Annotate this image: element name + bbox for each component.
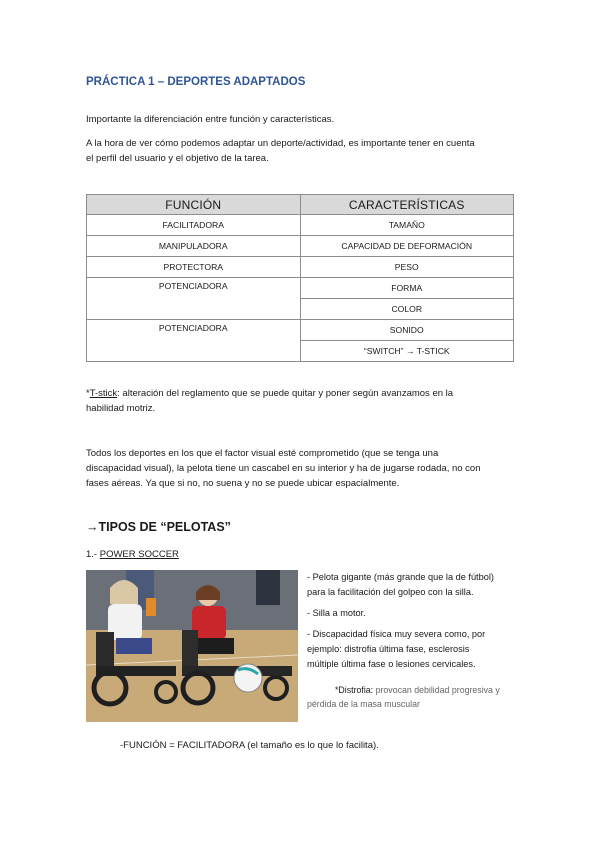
power-soccer-photo: [86, 570, 298, 722]
section-heading: →TIPOS DE “PELOTAS”: [86, 520, 231, 534]
footnote-line-2: habilidad motriz.: [86, 403, 156, 414]
header-caracteristicas: CARACTERÍSTICAS: [300, 195, 514, 215]
power-soccer-illustration: [86, 570, 298, 722]
bullet-line: ejemplo: distrofia última fase, esclerosis: [307, 644, 470, 654]
bullet-line: múltiple última fase o lesiones cervicales.: [307, 659, 476, 669]
cell-funcion: POTENCIADORA: [87, 320, 301, 362]
footnote-text: : alteración del reglamento que se puede quitar y poner según avanzamos en la: [117, 388, 454, 399]
visual-line-3: fases aéreas. Ya que si no, no suena y no se puede ubicar espacialmente.: [86, 478, 400, 489]
table-row: [87, 278, 514, 299]
intro-line-1: A la hora de ver cómo podemos adaptar un deporte/actividad, es importante tener en cuenta: [86, 138, 475, 149]
bullet-item: [307, 570, 517, 600]
cell-funcion: MANIPULADORA: [87, 236, 301, 257]
bullet-line: para la facilitación del golpeo con la silla.: [307, 587, 474, 597]
subsection-number: 1.-: [86, 549, 100, 560]
bullet-line: - Discapacidad física muy severa como, por: [307, 629, 486, 639]
bullet-item: [307, 606, 517, 621]
table-row: [87, 236, 514, 257]
table-row: [87, 320, 514, 341]
cell-funcion: POTENCIADORA: [87, 278, 301, 320]
footnote-term: T-stick: [89, 388, 118, 399]
document-title: PRÁCTICA 1 – DEPORTES ADAPTADOS: [86, 76, 306, 88]
table-row: [87, 257, 514, 278]
visual-line-2: discapacidad visual), la pelota tiene un cascabel en su interior y ha de jugarse rodada, no con: [86, 463, 481, 474]
bullet-line: - Silla a motor.: [307, 608, 366, 618]
intro-line-2: el perfil del usuario y el objetivo de la tarea.: [86, 153, 269, 164]
distrofia-definition: [307, 683, 517, 711]
bullet-line: - Pelota gigante (más grande que la de fútbol): [307, 572, 494, 582]
header-funcion: FUNCIÓN: [87, 195, 301, 215]
cell-funcion: PROTECTORA: [87, 257, 301, 278]
footnote-line-1: [86, 386, 516, 401]
definition-line-2: pérdida de la masa muscular: [307, 699, 420, 709]
intro-paragraph-1: Importante la diferenciación entre función y características.: [86, 114, 335, 125]
function-summary: -FUNCIÓN = FACILITADORA (el tamaño es lo que lo facilita).: [120, 740, 379, 751]
footnote-star: *: [86, 388, 90, 399]
power-soccer-bullets: [307, 570, 517, 678]
bullet-item: [307, 627, 517, 672]
function-characteristics-table: [86, 194, 514, 362]
intro-paragraph-2: [86, 136, 516, 166]
visual-line-1: Todos los deportes en los que el factor visual esté comprometido (que se tenga una: [86, 448, 439, 459]
cell-caracteristica: COLOR: [300, 299, 514, 320]
cell-caracteristica: TAMAÑO: [300, 215, 514, 236]
table-row: [87, 215, 514, 236]
definition-line-1: [307, 683, 517, 697]
cell-caracteristica: “SWITCH” → T-STICK: [300, 341, 514, 362]
cell-caracteristica: PESO: [300, 257, 514, 278]
subsection-name: POWER SOCCER: [99, 549, 179, 560]
definition-text: provocan debilidad progresiva y: [373, 685, 500, 695]
table-header-row: [87, 195, 514, 215]
subsection-heading: [86, 549, 179, 560]
cell-caracteristica: SONIDO: [300, 320, 514, 341]
cell-caracteristica: FORMA: [300, 278, 514, 299]
tstick-footnote: [86, 386, 516, 416]
visual-paragraph: [86, 446, 516, 491]
cell-caracteristica: CAPACIDAD DE DEFORMACIÓN: [300, 236, 514, 257]
cell-funcion: FACILITADORA: [87, 215, 301, 236]
definition-label: *Distrofia:: [335, 685, 374, 695]
